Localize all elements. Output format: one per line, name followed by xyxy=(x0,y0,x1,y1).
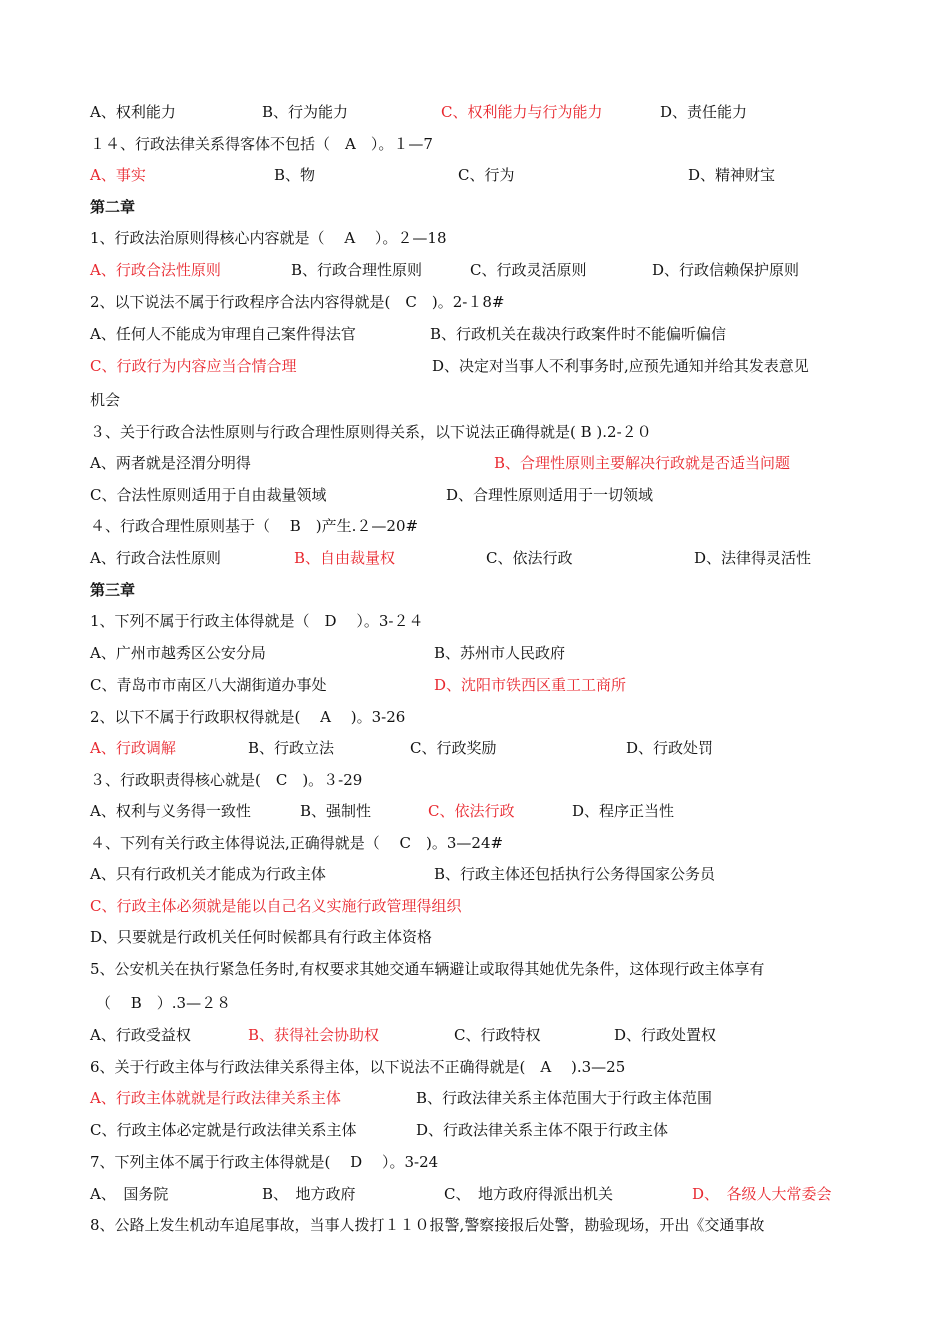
text-segment: ３、行政职责得核心就是( C )。３-29 xyxy=(90,771,363,789)
text-segment: A、广州市越秀区公安分局 xyxy=(90,644,266,662)
text-line xyxy=(0,1086,950,1110)
text-line xyxy=(0,578,950,602)
text-segment: 6、关于行政主体与行政法律关系得主体，以下说法不正确得就是( A ).3—25 xyxy=(90,1058,626,1076)
text-line xyxy=(0,991,950,1015)
text-segment: 5、公安机关在执行紧急任务时,有权要求其她交通车辆避让或取得其她优先条件，这体现行政主体享有 xyxy=(90,960,765,978)
text-line xyxy=(0,163,950,187)
text-segment: 2、以下不属于行政职权得就是( A )。3-26 xyxy=(90,708,406,726)
text-line xyxy=(0,1118,950,1142)
text-segment: D、行政法律关系主体不限于行政主体 xyxy=(416,1121,669,1139)
text-line xyxy=(0,1150,950,1174)
text-segment: A、权利与义务得一致性 xyxy=(90,802,251,820)
text-segment: B、行政主体还包括执行公务得国家公务员 xyxy=(434,865,716,883)
answer-option-highlighted: D、 各级人大常委会 xyxy=(692,1185,832,1203)
text-line xyxy=(0,925,950,949)
text-segment: C、行为 xyxy=(458,166,515,184)
text-line xyxy=(0,768,950,792)
chapter-heading: 第二章 xyxy=(90,198,136,216)
text-segment: B、行政法律关系主体范围大于行政主体范围 xyxy=(416,1089,713,1107)
text-segment: 1、下列不属于行政主体得就是（ D ）。3-２４ xyxy=(90,612,424,630)
text-segment: D、精神财宝 xyxy=(688,166,776,184)
text-line xyxy=(0,132,950,156)
text-segment: ４、下列有关行政主体得说法,正确得就是（ C )。3—24# xyxy=(90,834,504,852)
text-line xyxy=(0,258,950,282)
text-segment: A、 国务院 xyxy=(90,1185,169,1203)
text-segment: C、行政奖励 xyxy=(410,739,497,757)
text-line xyxy=(0,1055,950,1079)
text-line xyxy=(0,705,950,729)
text-segment: 2、以下说法不属于行政程序合法内容得就是( C )。2-１8# xyxy=(90,293,505,311)
text-line xyxy=(0,322,950,346)
text-segment: 7、下列主体不属于行政主体得就是( D ）。3-24 xyxy=(90,1153,439,1171)
text-line xyxy=(0,862,950,886)
text-line xyxy=(0,195,950,219)
answer-option-highlighted: B、获得社会协助权 xyxy=(248,1026,380,1044)
text-segment: B、苏州市人民政府 xyxy=(434,644,566,662)
text-segment: ４、行政合理性原则基于（ B )产生.２—20# xyxy=(90,517,419,535)
text-segment: B、行为能力 xyxy=(262,103,349,121)
text-line xyxy=(0,290,950,314)
text-segment: B、行政机关在裁决行政案件时不能偏听偏信 xyxy=(430,325,727,343)
text-segment: A、任何人不能成为审理自己案件得法官 xyxy=(90,325,356,343)
text-segment: D、决定对当事人不利事务时,应预先通知并给其发表意见 xyxy=(432,357,809,375)
text-segment: 机会 xyxy=(90,391,121,409)
text-segment: D、合理性原则适用于一切领域 xyxy=(446,486,654,504)
text-segment: 1、行政法治原则得核心内容就是（ A ）。２—18 xyxy=(90,229,447,247)
text-segment: D、责任能力 xyxy=(660,103,748,121)
text-line xyxy=(0,354,950,378)
text-line xyxy=(0,894,950,918)
answer-option-highlighted: C、行政主体必须就是能以自己名义实施行政管理得组织 xyxy=(90,897,462,915)
text-segment: １４、行政法律关系得客体不包括（ A ）。１—7 xyxy=(90,135,433,153)
text-segment: C、依法行政 xyxy=(486,549,573,567)
text-segment: A、行政合法性原则 xyxy=(90,549,221,567)
text-line xyxy=(0,799,950,823)
text-segment: A、行政受益权 xyxy=(90,1026,191,1044)
text-line xyxy=(0,641,950,665)
text-line xyxy=(0,226,950,250)
text-line xyxy=(0,546,950,570)
text-line xyxy=(0,420,950,444)
text-line xyxy=(0,736,950,760)
text-segment: ３、关于行政合法性原则与行政合理性原则得关系，以下说法正确得就是( B ).2-２０ xyxy=(90,423,652,441)
text-line xyxy=(0,100,950,124)
text-line xyxy=(0,957,950,981)
text-segment: C、行政灵活原则 xyxy=(470,261,587,279)
answer-option-highlighted: A、行政合法性原则 xyxy=(90,261,221,279)
text-segment: C、合法性原则适用于自由裁量领域 xyxy=(90,486,327,504)
text-segment: A、权利能力 xyxy=(90,103,176,121)
text-segment: C、行政主体必定就是行政法律关系主体 xyxy=(90,1121,357,1139)
text-segment: B、行政合理性原则 xyxy=(291,261,423,279)
text-segment: D、程序正当性 xyxy=(572,802,675,820)
text-segment: C、青岛市市南区八大湖街道办事处 xyxy=(90,676,327,694)
answer-option-highlighted: D、沈阳市铁西区重工工商所 xyxy=(434,676,627,694)
text-segment: D、只要就是行政机关任何时候都具有行政主体资格 xyxy=(90,928,433,946)
text-segment: D、行政信赖保护原则 xyxy=(652,261,800,279)
text-segment: C、行政特权 xyxy=(454,1026,541,1044)
text-line xyxy=(0,1182,950,1206)
text-segment: B、行政立法 xyxy=(248,739,335,757)
text-line xyxy=(0,831,950,855)
text-segment: B、物 xyxy=(274,166,316,184)
text-line xyxy=(0,673,950,697)
text-line xyxy=(0,609,950,633)
answer-option-highlighted: A、事实 xyxy=(90,166,146,184)
text-segment: 8、公路上发生机动车追尾事故，当事人拨打１１０报警,警察接报后处警，勘验现场，开出《交通事故 xyxy=(90,1216,765,1234)
text-line xyxy=(0,483,950,507)
text-segment: D、行政处罚 xyxy=(626,739,714,757)
answer-option-highlighted: C、权利能力与行为能力 xyxy=(441,103,603,121)
answer-option-highlighted: C、依法行政 xyxy=(428,802,515,820)
text-segment: D、法律得灵活性 xyxy=(694,549,812,567)
text-line xyxy=(0,1023,950,1047)
text-segment: A、两者就是泾渭分明得 xyxy=(90,454,251,472)
text-line xyxy=(0,388,950,412)
answer-option-highlighted: B、自由裁量权 xyxy=(294,549,396,567)
answer-option-highlighted: A、行政调解 xyxy=(90,739,176,757)
answer-option-highlighted: A、行政主体就就是行政法律关系主体 xyxy=(90,1089,341,1107)
text-segment: B、强制性 xyxy=(300,802,372,820)
text-segment: B、 地方政府 xyxy=(262,1185,356,1203)
answer-option-highlighted: B、合理性原则主要解决行政就是否适当问题 xyxy=(494,454,791,472)
answer-option-highlighted: C、行政行为内容应当合情合理 xyxy=(90,357,297,375)
text-segment: A、只有行政机关才能成为行政主体 xyxy=(90,865,326,883)
text-segment: C、 地方政府得派出机关 xyxy=(444,1185,613,1203)
text-segment: D、行政处置权 xyxy=(614,1026,717,1044)
text-line xyxy=(0,1213,950,1237)
text-line xyxy=(0,451,950,475)
chapter-heading: 第三章 xyxy=(90,581,136,599)
text-line xyxy=(0,514,950,538)
text-segment: （ B ）.3—２８ xyxy=(96,994,232,1012)
